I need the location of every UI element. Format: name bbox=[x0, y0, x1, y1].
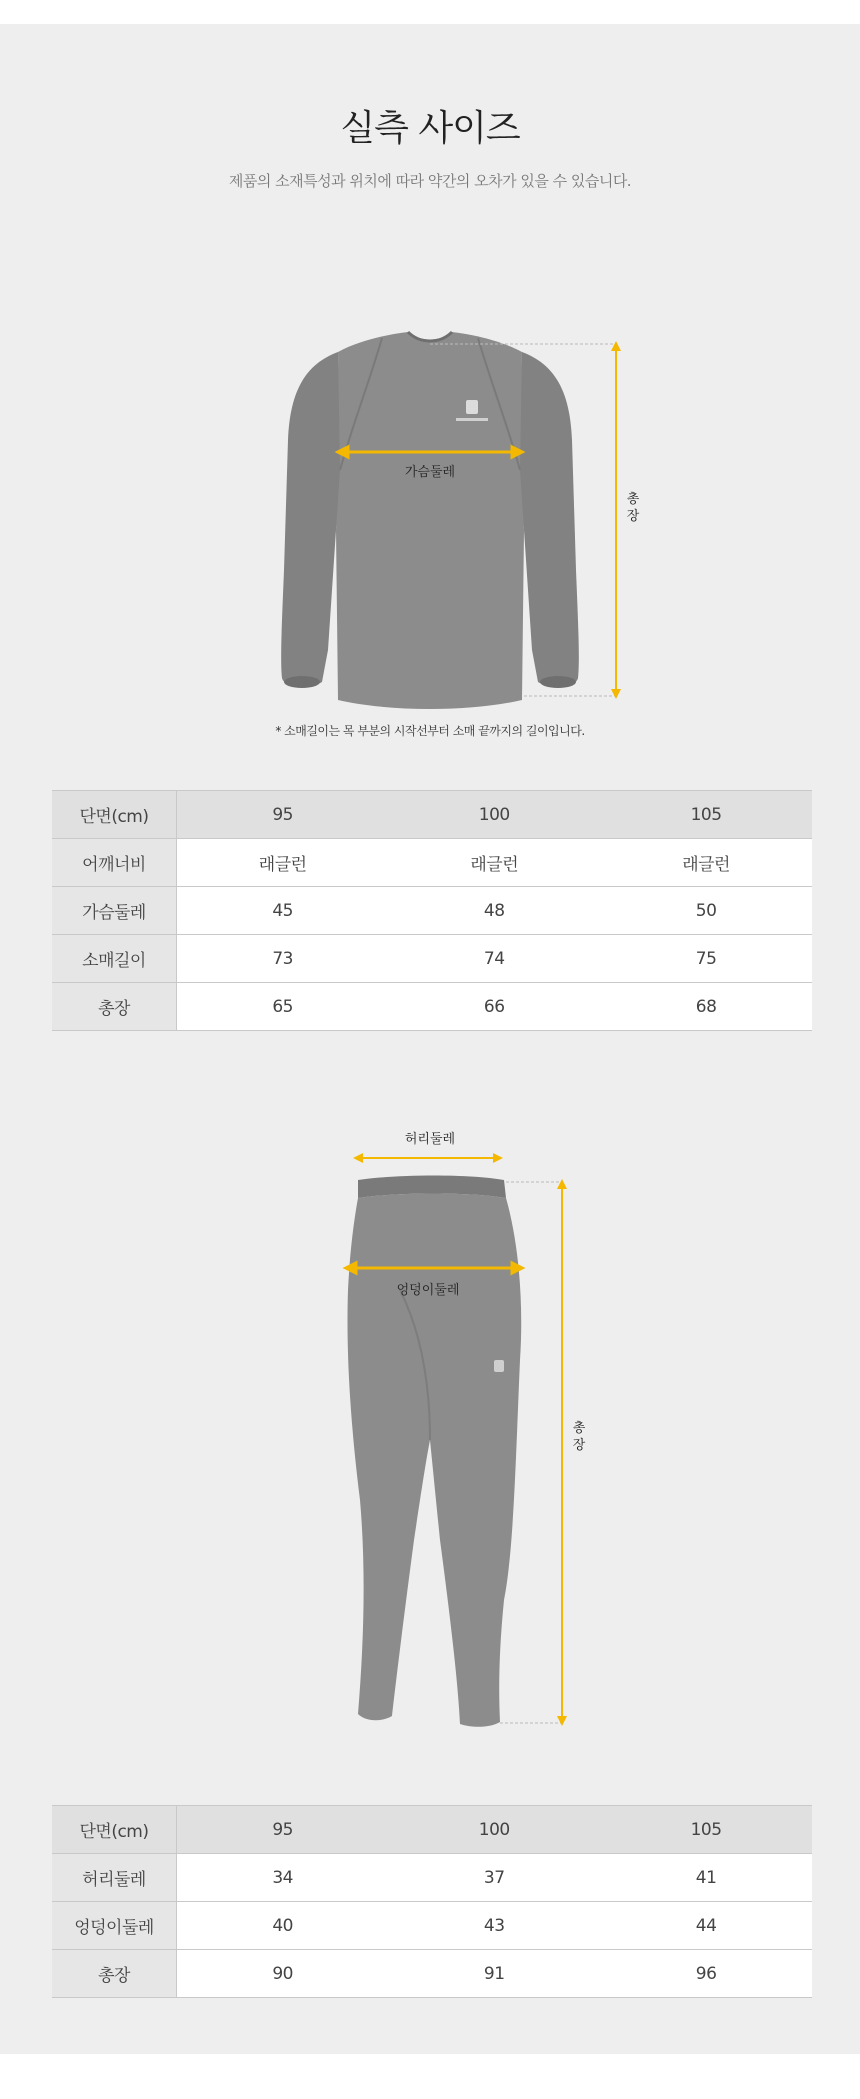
page-title: 실측 사이즈 bbox=[340, 108, 520, 149]
table-header-cell: 단면(cm) bbox=[52, 791, 177, 839]
table-header-cell: 단면(cm) bbox=[52, 1806, 177, 1854]
table-cell: 37 bbox=[388, 1854, 600, 1902]
table-cell: 68 bbox=[600, 983, 812, 1031]
bottom-length-label-1: 총 bbox=[572, 1421, 586, 1436]
table-header-cell: 100 bbox=[388, 1806, 600, 1854]
brand-logo-icon bbox=[466, 400, 478, 414]
bottom-length-label-2: 장 bbox=[572, 1438, 586, 1453]
table-cell: 43 bbox=[388, 1902, 600, 1950]
table-row bbox=[52, 839, 812, 887]
table-cell: 34 bbox=[177, 1854, 389, 1902]
table-row bbox=[52, 983, 812, 1031]
table-header-cell: 105 bbox=[600, 791, 812, 839]
table-row bbox=[52, 887, 812, 935]
hip-label: 엉덩이둘레 bbox=[396, 1283, 460, 1298]
table-cell: 74 bbox=[388, 935, 600, 983]
table-row bbox=[52, 1950, 812, 1998]
table-cell: 래글런 bbox=[600, 839, 812, 887]
sleeve-note: * 소매길이는 목 부분의 시작선부터 소매 끝까지의 길이입니다. bbox=[275, 724, 585, 738]
row-label: 소매길이 bbox=[52, 935, 177, 983]
table-cell: 66 bbox=[388, 983, 600, 1031]
table-cell: 48 bbox=[388, 887, 600, 935]
table-header-cell: 105 bbox=[600, 1806, 812, 1854]
row-label: 총장 bbox=[52, 1950, 177, 1998]
table-row bbox=[52, 1854, 812, 1902]
top-length-label-1: 총 bbox=[626, 492, 640, 507]
brand-logo-icon bbox=[494, 1360, 504, 1372]
row-label: 총장 bbox=[52, 983, 177, 1031]
table-header-row bbox=[52, 1806, 812, 1854]
table-cell: 래글런 bbox=[388, 839, 600, 887]
table-cell: 44 bbox=[600, 1902, 812, 1950]
pants-shape bbox=[348, 1176, 522, 1727]
table-cell: 73 bbox=[177, 935, 389, 983]
top-length-label-2: 장 bbox=[626, 509, 640, 524]
waist-label: 허리둘레 bbox=[404, 1132, 456, 1147]
table-header-cell: 100 bbox=[388, 791, 600, 839]
table-header-cell: 95 bbox=[177, 1806, 389, 1854]
table-cell: 90 bbox=[177, 1950, 389, 1998]
page-subtitle: 제품의 소재특성과 위치에 따라 약간의 오차가 있을 수 있습니다. bbox=[228, 172, 632, 190]
table-cell: 래글런 bbox=[177, 839, 389, 887]
table-cell: 75 bbox=[600, 935, 812, 983]
shirt-shape bbox=[281, 332, 579, 709]
table-header-cell: 95 bbox=[177, 791, 389, 839]
table-cell: 40 bbox=[177, 1902, 389, 1950]
row-label: 엉덩이둘레 bbox=[52, 1902, 177, 1950]
row-label: 허리둘레 bbox=[52, 1854, 177, 1902]
table-cell: 50 bbox=[600, 887, 812, 935]
table-row bbox=[52, 1902, 812, 1950]
table-cell: 41 bbox=[600, 1854, 812, 1902]
table-cell: 96 bbox=[600, 1950, 812, 1998]
table-cell: 65 bbox=[177, 983, 389, 1031]
table-header-row bbox=[52, 791, 812, 839]
row-label: 어깨너비 bbox=[52, 839, 177, 887]
table-cell: 91 bbox=[388, 1950, 600, 1998]
table-row bbox=[52, 935, 812, 983]
bottom-size-table bbox=[52, 1805, 812, 1998]
table-cell: 45 bbox=[177, 887, 389, 935]
bottom-garment-figure bbox=[320, 1120, 620, 1740]
chest-label: 가슴둘레 bbox=[404, 465, 456, 480]
row-label: 가슴둘레 bbox=[52, 887, 177, 935]
top-garment-figure bbox=[270, 320, 670, 720]
top-size-table bbox=[52, 790, 812, 1031]
